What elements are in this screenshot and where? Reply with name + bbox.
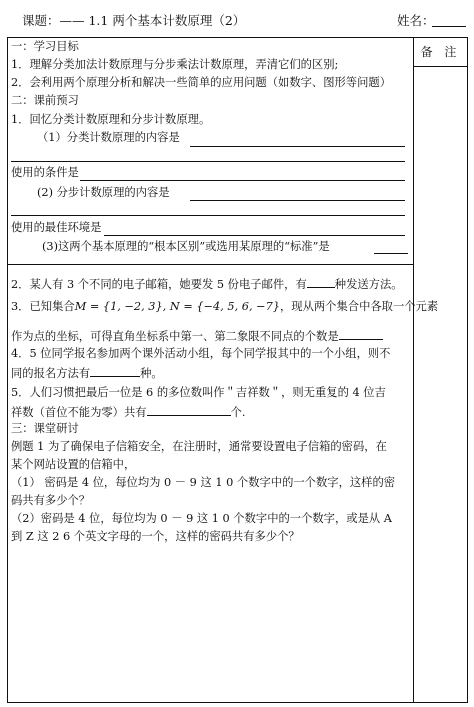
answer-blank[interactable] [307, 276, 335, 288]
problem-2-text-a: 2．某人有 3 个不同的电子邮箱，她要发 5 份电子邮件，有 [11, 278, 307, 291]
problem-2 [11, 276, 403, 292]
problem-3-text-b: ，现从两个集合中各取一个元素 [279, 300, 439, 313]
problem-5: 5．人们习惯把最后一位是 6 的多位数叫作＂吉祥数＂，则无重复的 4 位吉 [11, 386, 386, 399]
subquestion-1-cont: 码共有多少个？ [11, 494, 91, 507]
problem-4-text-b: 同的报名方法有 [11, 367, 91, 380]
notes-column-divider [413, 37, 414, 703]
answer-line[interactable] [104, 235, 405, 236]
subquestion-2-cont: 到 Z 这 2 6 个英文字母的一个，这样的密码共有多少个？ [11, 530, 300, 543]
environment-label: 使用的最佳环境是 [11, 221, 102, 234]
problem-4-text-c: 种。 [140, 367, 163, 380]
answer-blank[interactable] [339, 328, 383, 340]
example-1-cont: 某个网站设置的信箱中， [11, 458, 136, 471]
problem-4-cont [11, 365, 163, 381]
problem-3-cont [11, 328, 383, 344]
question-1 [37, 131, 180, 145]
problem-4: 4．5 位同学报名参加两个课外活动小组，每个同学报其中的一个小组，则不 [11, 347, 391, 360]
question-1-text: （1）分类计数原理的内容是 [37, 131, 180, 144]
problem-3-text-a: 3．已知集合 [11, 300, 75, 313]
section3-heading: 三：课堂研讨 [11, 422, 79, 435]
problem-5-text-c: 个. [230, 406, 246, 419]
name-blank[interactable] [432, 26, 466, 27]
problem-5-text-b: 祥数（首位不能为零）共有 [11, 406, 147, 419]
recall-instruction: 1．回忆分类计数原理和分步计数原理。 [11, 113, 211, 126]
answer-line[interactable] [374, 253, 408, 254]
answer-line[interactable] [11, 161, 405, 162]
question-3: (3)这两个基本原理的“根本区别”或选用某原理的“标准”是 [42, 240, 330, 253]
separator [7, 264, 413, 265]
name-label: 姓名： [397, 13, 435, 28]
answer-line[interactable] [190, 200, 405, 201]
section1-heading: 一：学习目标 [11, 40, 79, 53]
set-notation: M = {1, −2, 3}, N = {−4, 5, 6, −7} [74, 300, 280, 313]
problem-3-text-c: 作为点的坐标，可得直角坐标系中第一、第二象限不同点的个数是 [11, 330, 339, 343]
answer-line[interactable] [11, 215, 405, 216]
notes-label: 备 注 [420, 45, 461, 59]
lesson-title: 课题：—— 1.1 两个基本计数原理（2） [22, 13, 246, 28]
example-1: 例题 1 为了确保电子信箱安全，在注册时，通常要设置电子信箱的密码，在 [11, 440, 387, 453]
goal-2: 2．会利用两个原理分析和解决一些简单的应用问题（如数字、图形等问题） [11, 76, 391, 89]
goal-1: 1．理解分类加法计数原理与分步乘法计数原理，弄清它们的区别; [11, 58, 339, 71]
answer-line[interactable] [190, 146, 405, 147]
answer-blank[interactable] [147, 404, 231, 416]
subquestion-1: （1） 密码是 4 位，每位均为 0 － 9 这 1 0 个数字中的一个数字，这样的密 [11, 476, 396, 489]
problem-2-text-b: 种发送方法。 [334, 278, 403, 291]
condition-label: 使用的条件是 [11, 166, 79, 179]
subquestion-2: （2）密码是 4 位，每位均为 0 － 9 这 1 0 个数字中的一个数字，或是从 A [11, 512, 392, 525]
answer-blank[interactable] [90, 365, 140, 377]
page-header [0, 0, 474, 37]
problem-5-cont [11, 404, 245, 420]
problem-3 [11, 300, 438, 314]
answer-line[interactable] [80, 180, 405, 181]
section2-heading: 二：课前预习 [11, 94, 79, 107]
question-2: (2) 分步计数原理的内容是 [37, 186, 170, 199]
